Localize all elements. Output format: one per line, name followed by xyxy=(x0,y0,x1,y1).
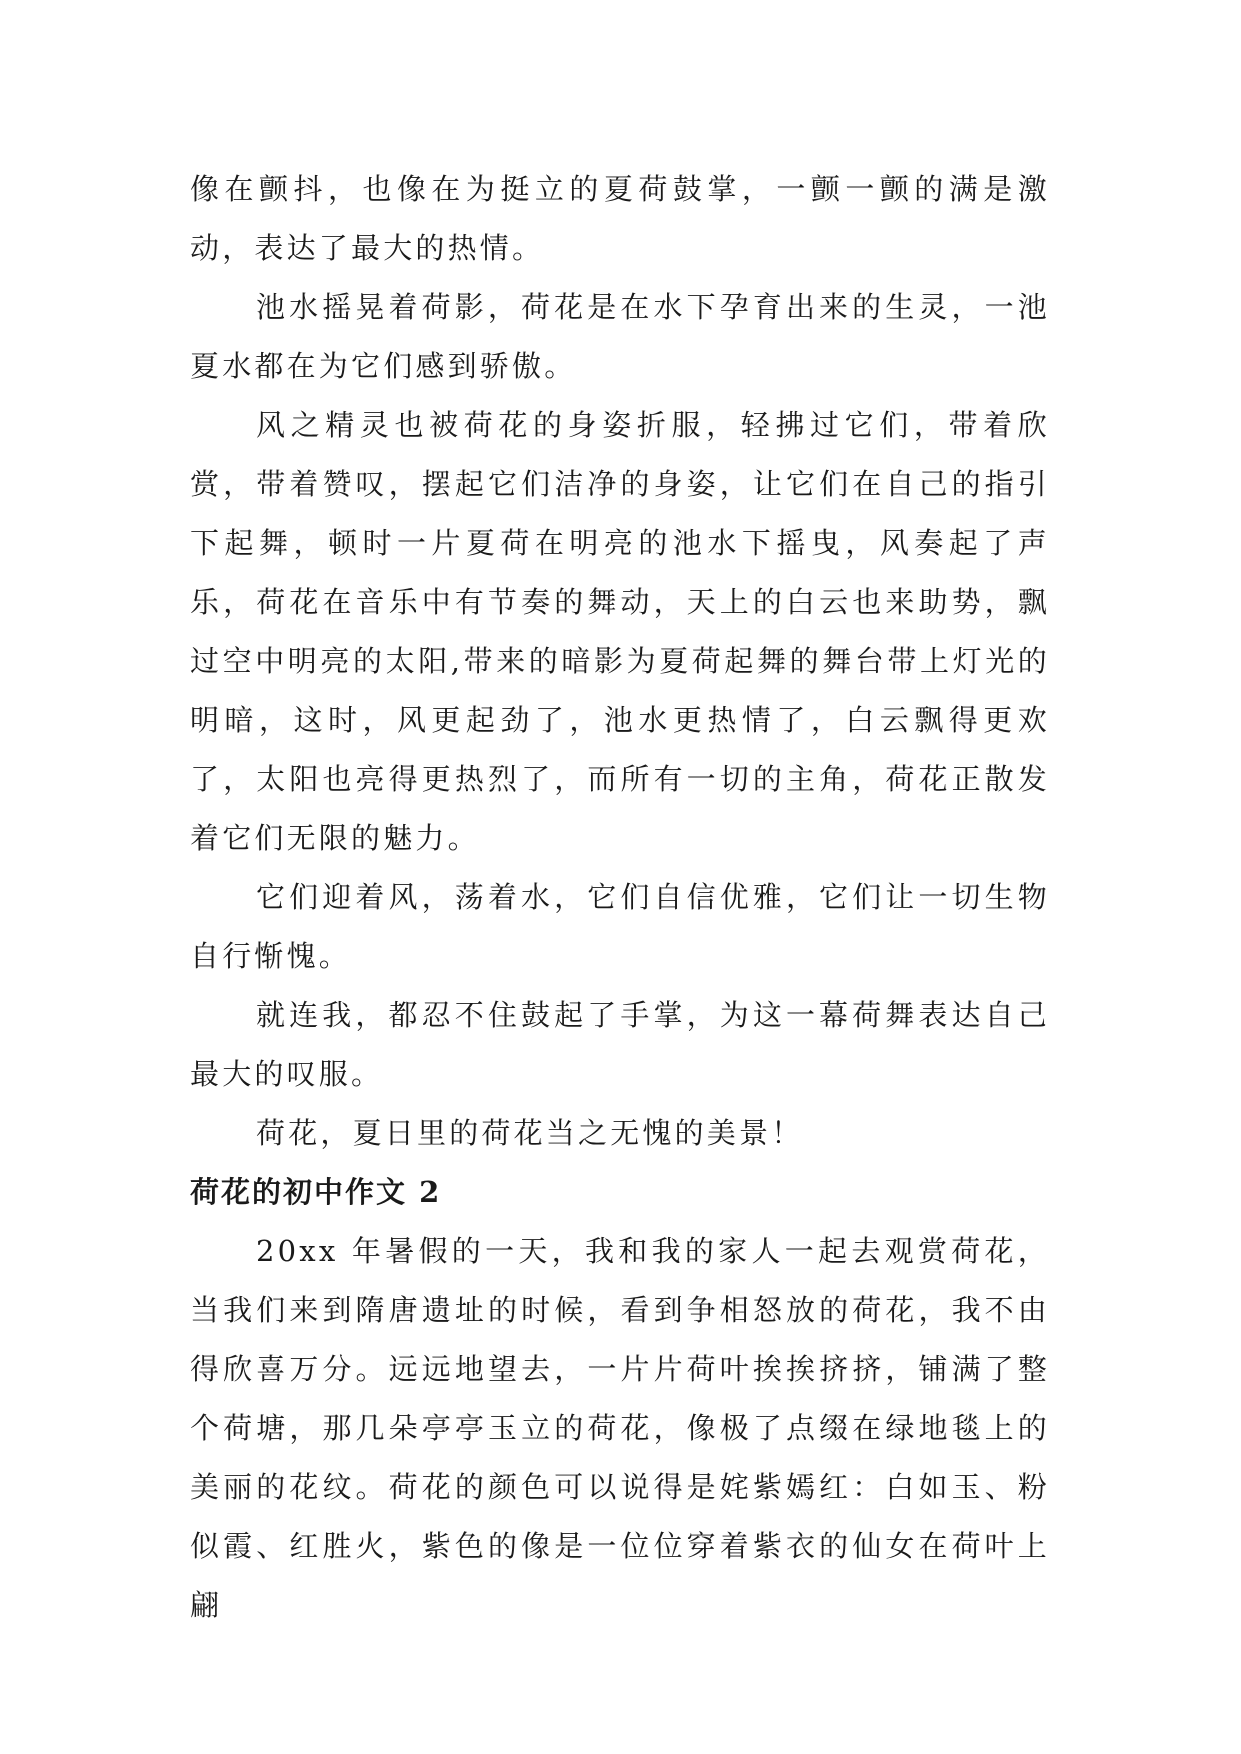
paragraph: 像在颤抖，也像在为挺立的夏荷鼓掌，一颤一颤的满是激动，表达了最大的热情。 xyxy=(190,172,1050,265)
paragraph: 风之精灵也被荷花的身姿折服，轻拂过它们，带着欣赏，带着赞叹，摆起它们洁净的身姿，让它们在自己的指引下起舞，顿时一片夏荷在明亮的池水下摇曳，风奏起了声乐，荷花在音乐中有节奏的舞动，天上的白云也来助势，飘过空中明亮的太阳,带来的暗影为夏荷起舞的舞台带上灯光的明暗，这时，风更起劲了，池水更热情了，白云飘得更欢了，太阳也亮得更热烈了，而所有一切的主角，荷花正散发着它们无限的魅力。 xyxy=(190,408,1050,855)
document-page xyxy=(190,160,1050,1635)
paragraph: 就连我，都忍不住鼓起了手掌，为这一幕荷舞表达自己最大的叹服。 xyxy=(190,998,1050,1091)
paragraph: 20xx 年暑假的一天，我和我的家人一起去观赏荷花，当我们来到隋唐遗址的时候，看到争相怒放的荷花，我不由得欣喜万分。远远地望去，一片片荷叶挨挨挤挤，铺满了整个荷塘，那几朵亭亭玉立的荷花，像极了点缀在绿地毯上的美丽的花纹。荷花的颜色可以说得是姹紫嫣红：白如玉、粉似霞、红胜火，紫色的像是一位位穿着紫衣的仙女在荷叶上翩 xyxy=(190,1234,1050,1622)
paragraph: 荷花，夏日里的荷花当之无愧的美景！ xyxy=(256,1116,804,1150)
paragraph: 它们迎着风，荡着水，它们自信优雅，它们让一切生物自行惭愧。 xyxy=(190,880,1050,973)
paragraph: 池水摇晃着荷影，荷花是在水下孕育出来的生灵，一池夏水都在为它们感到骄傲。 xyxy=(190,290,1050,383)
section-title: 荷花的初中作文 2 xyxy=(190,1175,442,1209)
